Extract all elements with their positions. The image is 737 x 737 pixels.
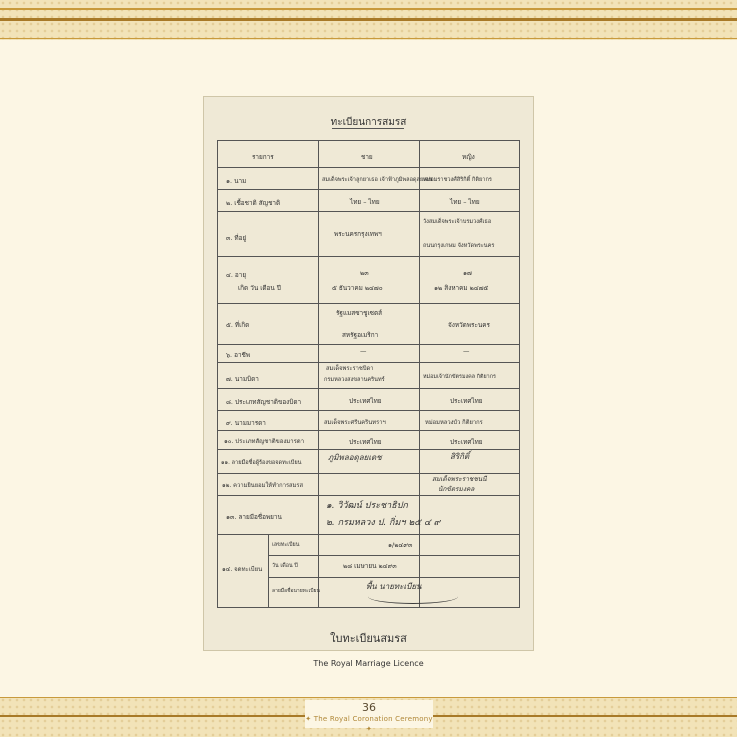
row-7-male-title: กรมหลวงสงขลานครินทร์	[324, 377, 385, 383]
row-8-female: ประเทศไทย	[450, 397, 483, 405]
row-12-consent-signature: สมเด็จพระราชชนนี	[432, 475, 487, 483]
registration-row-divider	[268, 555, 519, 556]
row-10-item: ๑๐. ประเภทสัญชาติของมารดา	[224, 438, 305, 445]
row-9-male: สมเด็จพระศรีนครินทราฯ	[324, 420, 386, 426]
marriage-licence-photo	[204, 97, 533, 650]
row-13-witness-1: ๑. วิวัฒน์ ประชาธิปก	[326, 501, 408, 511]
bottom-gold-rule-thin	[0, 697, 737, 698]
row-6-female: —	[463, 347, 470, 355]
row-7-female: หม่อมเจ้านักขัตรมงคล กิติยากร	[423, 374, 496, 380]
row-6-male: —	[360, 347, 367, 355]
row-11-male-signature: ภูมิพลอดุลยเดช	[328, 453, 382, 462]
row-1-item: ๑. นาม	[226, 177, 247, 185]
row-10-female: ประเทศไทย	[450, 438, 483, 446]
row-divider	[218, 256, 519, 257]
top-gold-rule-thick	[0, 18, 737, 21]
row-7-male: สมเด็จพระราชบิดา	[326, 366, 374, 372]
row-3-female-address: ถนนกรุงเกษม จังหวัดพระนคร	[423, 243, 495, 249]
row-14-sub-date: วัน เดือน ปี	[272, 563, 298, 569]
row-14-sub-number: เลขทะเบียน	[272, 542, 300, 548]
row-divider	[218, 211, 519, 212]
row-12-consent-signature-2: นักขัตรมงคล	[438, 485, 475, 493]
top-gold-rule	[0, 8, 737, 10]
row-2-male: ไทย – ไทย	[350, 198, 380, 206]
header-male: ชาย	[361, 153, 373, 161]
row-3-female: วังสมเด็จพระเจ้าบรมวงศ์เธอ	[423, 219, 492, 225]
row-14-item: ๑๔. จดทะเบียน	[222, 566, 263, 573]
row-2-item: ๒. เชื้อชาติ สัญชาติ	[226, 199, 281, 207]
row-1-male: สมเด็จพระเจ้าลูกยาเธอ เจ้าฟ้าภูมิพลอดุลยเดช	[322, 177, 433, 183]
row-5-male-state: รัฐแมสซาชูเซตส์	[336, 309, 383, 317]
row-3-item: ๓. ที่อยู่	[226, 234, 247, 242]
row-divider	[218, 410, 519, 411]
row-divider	[218, 449, 519, 450]
page-number: 36	[362, 701, 376, 714]
row-14-number: ๑/๒๔๙๓	[388, 541, 413, 549]
row-9-item: ๙. นามมารดา	[226, 419, 266, 427]
row-divider	[218, 388, 519, 389]
document-title: ทะเบียนการสมรส	[330, 117, 407, 128]
row-4-item: ๔. อายุ	[226, 271, 247, 279]
row-8-item: ๘. ประเภทสัญชาติของบิดา	[226, 398, 302, 406]
row-5-female: จังหวัดพระนคร	[448, 321, 490, 329]
top-gold-rule-thin	[0, 38, 737, 39]
row-divider	[218, 362, 519, 363]
row-13-item: ๑๓. ลายมือชื่อพยาน	[226, 513, 282, 521]
row-divider	[218, 189, 519, 190]
row-6-item: ๖. อาชีพ	[226, 351, 251, 359]
footer	[305, 700, 433, 733]
row-2-female: ไทย – ไทย	[450, 198, 480, 206]
row-4-male-age: ๒๓	[360, 269, 369, 277]
title-underline	[332, 128, 404, 129]
row-divider	[218, 534, 519, 535]
registration-table	[217, 140, 520, 608]
row-8-male: ประเทศไทย	[349, 397, 382, 405]
row-divider	[218, 495, 519, 496]
row-4-female-birthdate: ๑๒ สิงหาคม ๒๔๗๕	[434, 284, 489, 292]
row-5-item: ๕. ที่เกิด	[226, 321, 250, 329]
row-9-female: หม่อมหลวงบัว กิติยากร	[425, 420, 483, 426]
row-3-male: พระนครกรุงเทพฯ	[334, 230, 382, 238]
row-divider	[218, 473, 519, 474]
row-4-female-age: ๑๗	[463, 269, 472, 277]
row-4-item-birthdate: เกิด วัน เดือน ปี	[238, 284, 281, 292]
registration-row-divider	[268, 577, 519, 578]
registration-divider	[268, 534, 269, 607]
row-divider	[218, 430, 519, 431]
header-item: รายการ	[252, 153, 274, 161]
row-5-male-country: สหรัฐอเมริกา	[342, 331, 379, 339]
row-1-female: หม่อมราชวงศ์สิริกิติ์ กิติยากร	[423, 177, 492, 183]
signature-flourish	[368, 589, 458, 604]
row-divider	[218, 303, 519, 304]
row-14-date: ๒๘ เมษายน ๒๔๙๓	[343, 562, 397, 570]
row-divider	[218, 167, 519, 168]
figure-caption: The Royal Marriage Licence	[313, 659, 424, 668]
row-14-registrar-signature: พื้น นายทะเบียน	[366, 582, 422, 591]
row-4-male-birthdate: ๕ ธันวาคม ๒๔๗๐	[332, 284, 383, 292]
row-12-item: ๑๒. ความยินยอมให้ทำการสมรส	[222, 483, 304, 489]
row-11-item: ๑๑. ลายมือชื่อผู้ร้องขอจดทะเบียน	[221, 460, 302, 466]
row-13-witness-2: ๒. กรมหลวง ป. กิ่มฯ ๒๕ ๔ ๙	[326, 518, 441, 528]
row-11-female-signature: สิริกิติ์	[450, 452, 470, 461]
header-female: หญิง	[462, 153, 475, 161]
licence-label: ใบทะเบียนสมรส	[330, 632, 407, 645]
row-10-male: ประเทศไทย	[349, 438, 382, 446]
row-7-item: ๗. นามบิดา	[226, 375, 259, 383]
footer-book-title: ✦ The Royal Coronation Ceremony ✦	[305, 715, 433, 733]
row-14-sub-registrar: ลายมือชื่อนายทะเบียน	[272, 588, 320, 594]
row-divider	[218, 344, 519, 345]
